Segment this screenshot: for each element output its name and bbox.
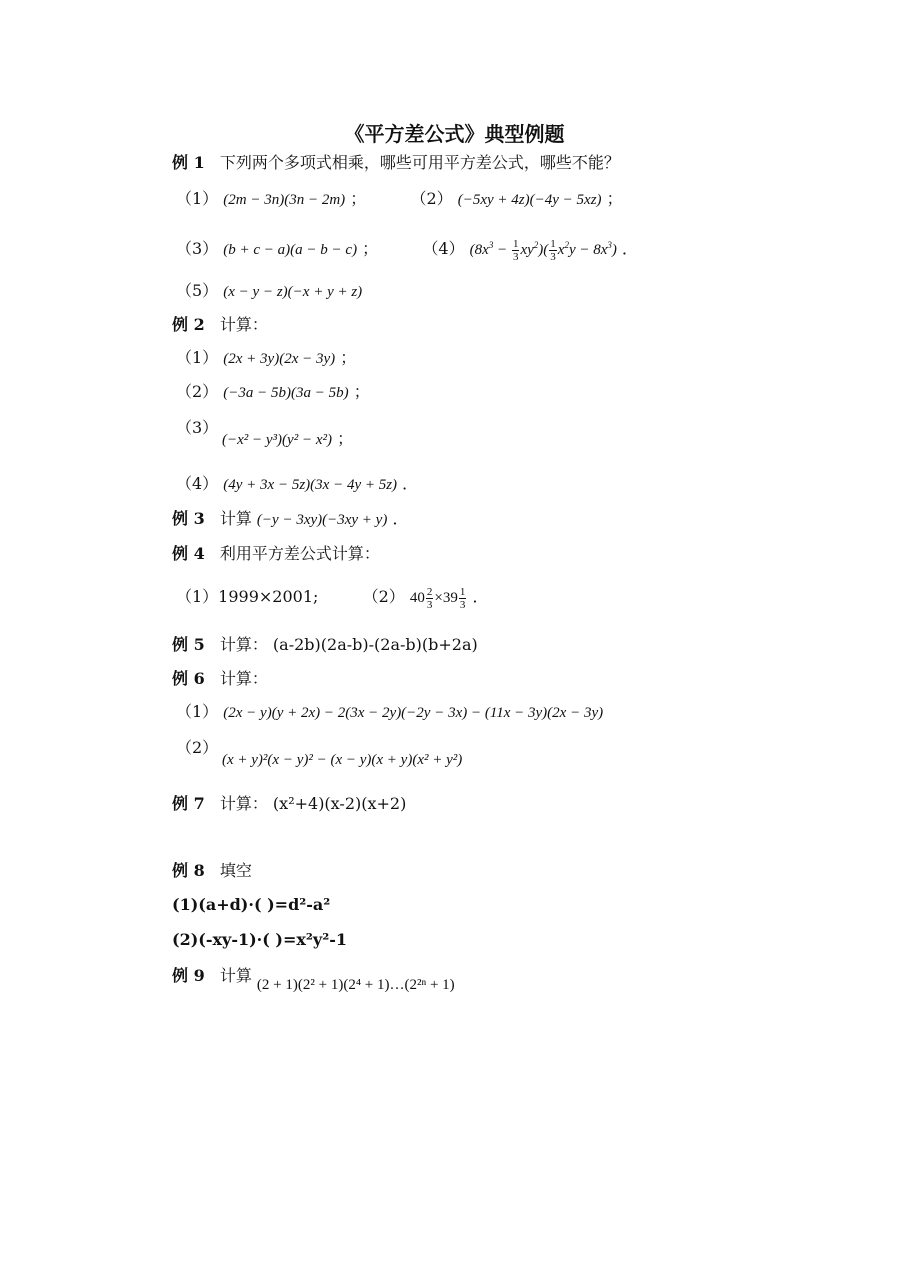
example-3-label: 例 3 <box>172 509 205 528</box>
fraction: $\frac{1}{3}$ <box>550 238 556 264</box>
example-1-row-3 <box>176 280 362 303</box>
example-2-item-1 <box>176 347 356 370</box>
example-9-text: 计算 <box>219 966 252 985</box>
example-6-item-1 <box>176 701 603 724</box>
punctuation: ； <box>606 189 623 208</box>
example-8-line-1: (1)(a+d)·( )=d²-a² <box>172 895 331 914</box>
example-8-text: 填空 <box>219 861 252 880</box>
example-7-text: 计算： <box>219 794 268 813</box>
item-number: （3） <box>176 418 219 437</box>
example-1-label: 例 1 <box>172 153 205 172</box>
expression: (2x − y)(y + 2x) − 2(3x − 2y)(−2y − 3x) − (11x − 3y)(2x − 3y) <box>223 705 604 721</box>
example-5-text: 计算： <box>219 635 268 654</box>
item-number: （1） <box>176 189 219 208</box>
page-title: 《平方差公式》典型例题 <box>344 122 565 146</box>
example-1-row-1 <box>176 188 623 211</box>
expression: ($8x^3$ − $\frac{1}{3}$ $xy^2$)( $\frac{1}{3}$ $x^2y - 8x^3$) <box>469 238 617 264</box>
item-number: （3） <box>176 239 219 258</box>
item-number: （2） <box>176 382 219 401</box>
fraction: $\frac{1}{3}$ <box>512 238 519 264</box>
example-2-text: 计算： <box>219 315 268 334</box>
expression: (x + y)²(x − y)² − (x − y)(x + y)(x² + y²) <box>222 752 463 768</box>
punctuation: ． <box>472 587 489 606</box>
punctuation: ． <box>621 239 638 258</box>
example-4-text: 利用平方差公式计算： <box>219 544 380 563</box>
example-6-item-2-number <box>176 737 218 759</box>
example-8-label: 例 8 <box>172 861 205 880</box>
expression: (−x² − y³)(y² − x²) <box>222 432 332 448</box>
mixed-number-product: 40 $\frac{2}{3}$ ×39 $\frac{1}{3}$ <box>409 586 466 612</box>
item-1: （1）1999×2001; <box>176 587 319 606</box>
expression: (a-2b)(2a-b)-(2a-b)(b+2a) <box>272 635 478 654</box>
expression: (−5xy + 4z)(−4y − 5xz) <box>457 192 602 208</box>
example-2-item-3-expression <box>222 428 353 451</box>
item-number: （1） <box>176 348 219 367</box>
punctuation: ； <box>353 382 370 401</box>
item-number: （4） <box>176 474 219 493</box>
example-6-item-2-expression <box>222 748 462 771</box>
example-6-label: 例 6 <box>172 669 205 688</box>
example-1-text: 下列两个多项式相乘，哪些可用平方差公式，哪些不能？ <box>219 153 620 172</box>
example-5 <box>172 634 478 656</box>
item-number: （1） <box>176 702 219 721</box>
example-2-header <box>172 314 268 336</box>
expression: (−3a − 5b)(3a − 5b) <box>223 385 349 401</box>
item-number: （2） <box>176 738 219 757</box>
example-8-line-2: (2)(-xy-1)·( )=x²y²-1 <box>172 930 347 949</box>
example-8-header <box>172 860 252 882</box>
example-2-item-3-number <box>176 417 218 439</box>
punctuation: ． <box>392 509 409 528</box>
example-5-label: 例 5 <box>172 635 205 654</box>
example-7-label: 例 7 <box>172 794 205 813</box>
example-2-label: 例 2 <box>172 315 205 334</box>
item-number: （2） <box>362 587 405 606</box>
punctuation: ； <box>340 348 357 367</box>
example-2-item-2 <box>176 381 370 404</box>
item-number: （2） <box>410 189 453 208</box>
punctuation: ； <box>337 429 354 448</box>
example-1-row-2 <box>176 234 638 263</box>
punctuation: ． <box>402 474 419 493</box>
example-9-label: 例 9 <box>172 966 205 985</box>
example-1-header <box>172 152 620 174</box>
example-7 <box>172 793 406 815</box>
expression: (−y − 3xy)(−3xy + y) <box>256 512 388 528</box>
expression: (x − y − z)(−x + y + z) <box>223 284 363 300</box>
example-4-label: 例 4 <box>172 544 205 563</box>
item-number: （5） <box>176 281 219 300</box>
expression: (2m − 3n)(3n − 2m) <box>223 192 346 208</box>
example-9 <box>172 965 455 993</box>
example-3 <box>172 508 408 531</box>
item-number: （4） <box>422 239 465 258</box>
example-6-header <box>172 668 268 690</box>
example-4-header <box>172 543 380 565</box>
expression: (4y + 3x − 5z)(3x − 4y + 5z) <box>223 477 398 493</box>
expression: (b + c − a)(a − b − c) <box>223 242 358 258</box>
example-2-item-4 <box>176 473 418 496</box>
example-4-items <box>176 586 488 611</box>
expression: (2x + 3y)(2x − 3y) <box>223 351 336 367</box>
expression: (2 + 1)(2² + 1)(2⁴ + 1)…(2²ⁿ + 1) <box>256 977 455 993</box>
punctuation: ； <box>362 239 379 258</box>
example-6-text: 计算： <box>219 669 268 688</box>
expression: (x²+4)(x-2)(x+2) <box>272 794 407 813</box>
example-3-text: 计算 <box>219 509 252 528</box>
punctuation: ； <box>350 189 367 208</box>
